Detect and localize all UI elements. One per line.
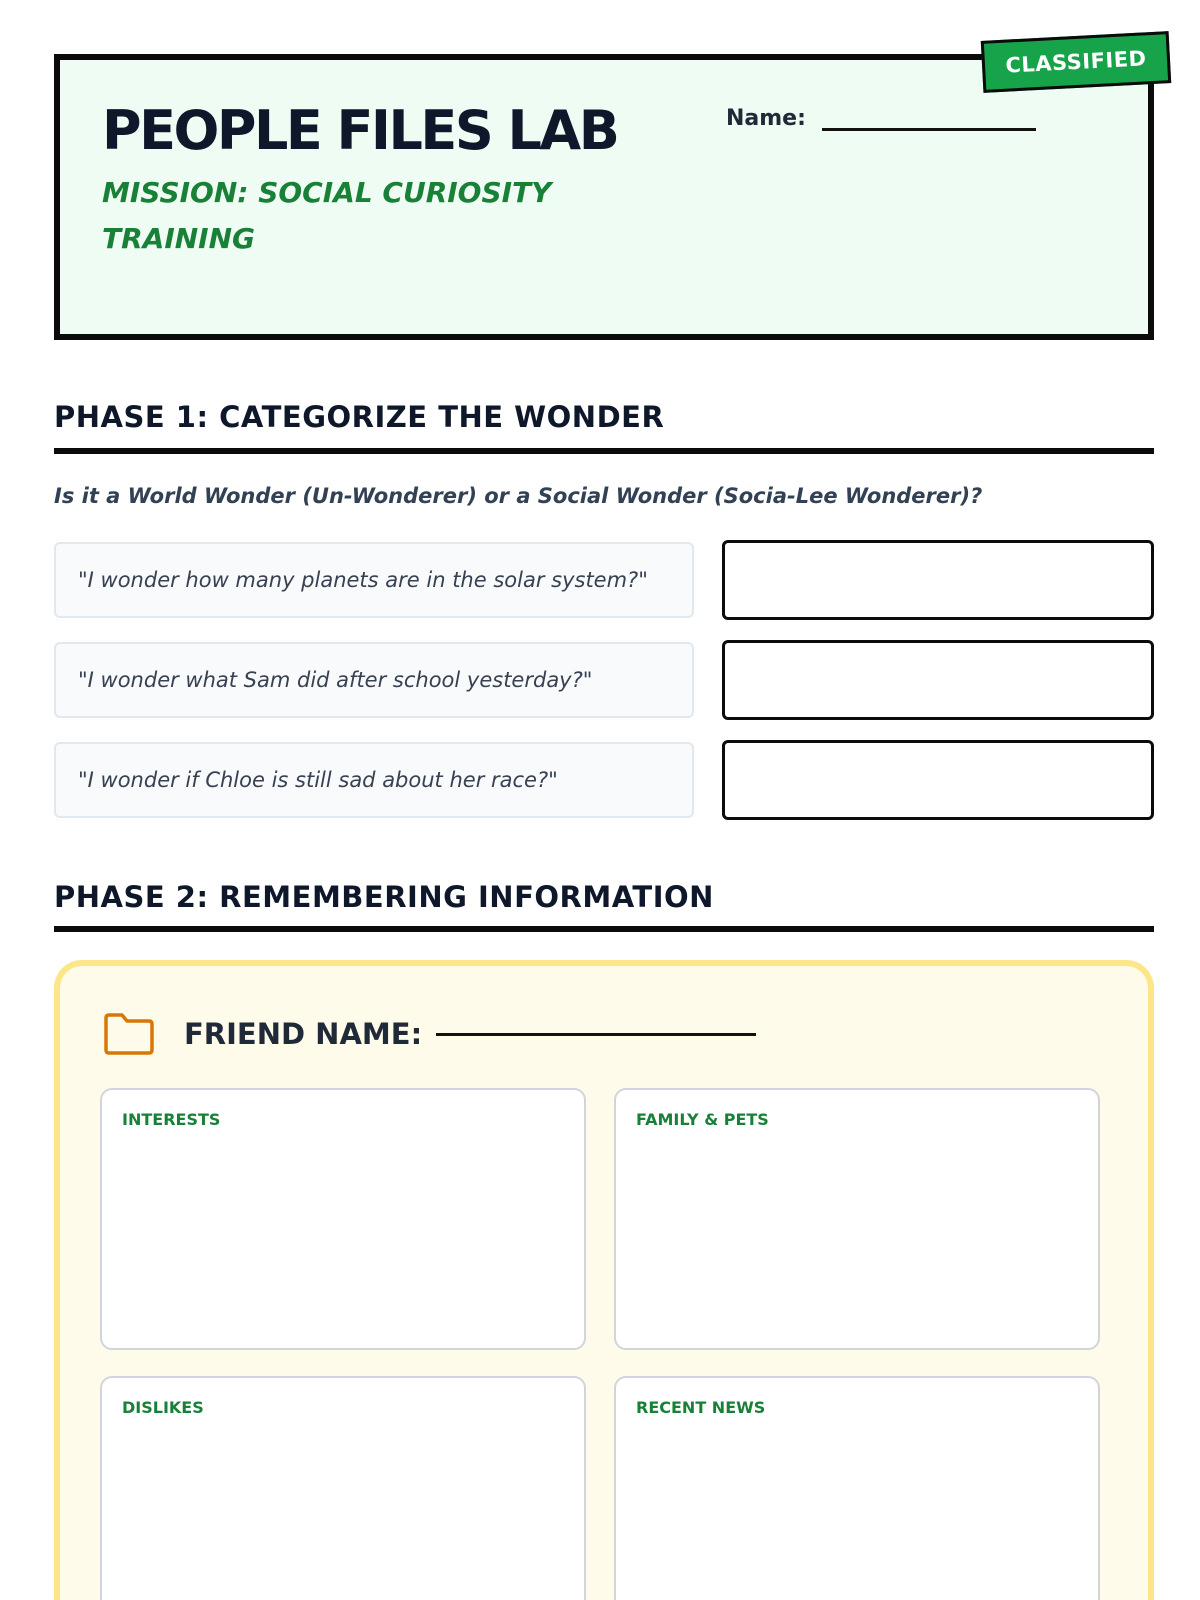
wonder-answer-box[interactable] — [722, 640, 1154, 720]
header-card — [54, 54, 1154, 340]
wonder-answer-box[interactable] — [722, 540, 1154, 620]
phase1-divider — [54, 448, 1154, 454]
wonder-quote: "I wonder what Sam did after school yesterday?" — [54, 642, 694, 718]
page-title: PEOPLE FILES LAB — [102, 99, 618, 162]
wonder-row — [54, 540, 1154, 620]
classified-stamp: CLASSIFIED — [981, 31, 1171, 93]
phase2-divider — [54, 926, 1154, 932]
name-label: Name: — [726, 106, 806, 131]
friend-profile-card — [54, 960, 1154, 1600]
friend-name-label: FRIEND NAME: — [184, 1017, 423, 1051]
name-blank-line[interactable] — [822, 128, 1036, 131]
folder-icon — [102, 1012, 156, 1056]
dislikes-label: DISLIKES — [122, 1398, 204, 1417]
phase2-heading: PHASE 2: REMEMBERING INFORMATION — [54, 880, 714, 914]
phase1-heading: PHASE 1: CATEGORIZE THE WONDER — [54, 400, 665, 434]
wonder-quote: "I wonder how many planets are in the solar system?" — [54, 542, 694, 618]
wonder-answer-box[interactable] — [722, 740, 1154, 820]
friend-name-row — [102, 1012, 756, 1056]
mission-subtitle: MISSION: SOCIAL CURIOSITY TRAINING — [102, 176, 552, 255]
friend-name-blank-line[interactable] — [436, 1033, 756, 1036]
dislikes-box[interactable] — [100, 1376, 586, 1600]
recent-news-box[interactable] — [614, 1376, 1100, 1600]
phase1-instruction: Is it a World Wonder (Un-Wonderer) or a Social Wonder (Socia-Lee Wonderer)? — [54, 484, 983, 508]
interests-label: INTERESTS — [122, 1110, 221, 1129]
recent-news-label: RECENT NEWS — [636, 1398, 766, 1417]
wonder-quote: "I wonder if Chloe is still sad about her race?" — [54, 742, 694, 818]
family-pets-label: FAMILY & PETS — [636, 1110, 769, 1129]
wonder-row — [54, 640, 1154, 720]
family-pets-box[interactable] — [614, 1088, 1100, 1350]
wonder-row — [54, 740, 1154, 820]
interests-box[interactable] — [100, 1088, 586, 1350]
name-field — [726, 106, 1036, 131]
